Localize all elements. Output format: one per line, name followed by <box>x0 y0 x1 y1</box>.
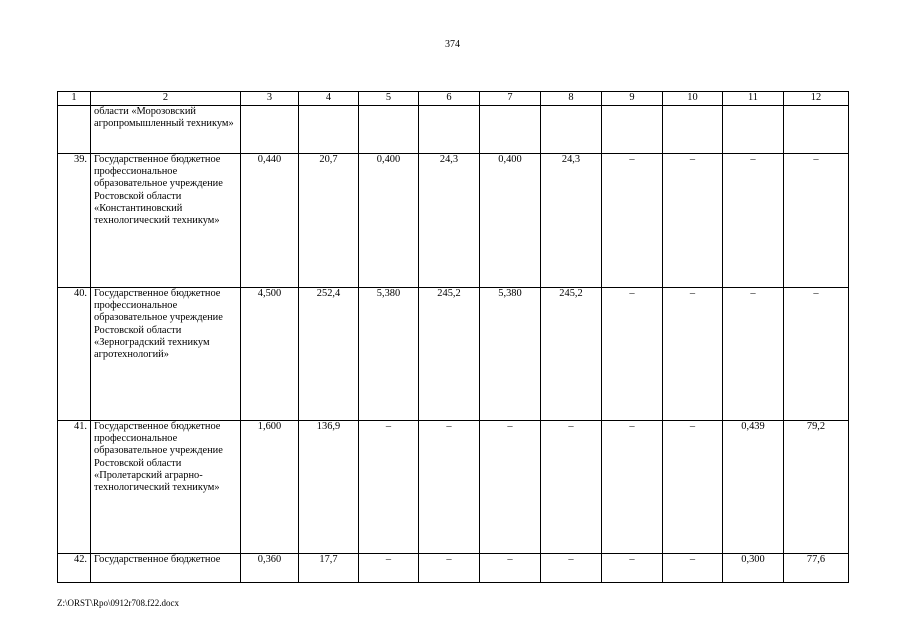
column-header: 12 <box>784 92 849 106</box>
row-number-cell: 42. <box>58 554 91 583</box>
value-cell: 136,9 <box>299 421 359 554</box>
value-cell: – <box>480 554 541 583</box>
column-header: 1 <box>58 92 91 106</box>
value-cell: 0,400 <box>480 154 541 288</box>
table-row <box>58 154 849 288</box>
column-header: 2 <box>91 92 241 106</box>
institution-name-cell: Государственное бюджетное профессиональное образовательное учреждение Ростовской области «Зерноградский техникум агротехнологий» <box>91 288 241 421</box>
table-row <box>58 554 849 583</box>
value-cell: 245,2 <box>419 288 480 421</box>
table-header-row <box>58 92 849 106</box>
value-cell: – <box>419 554 480 583</box>
value-cell <box>723 106 784 154</box>
value-cell: – <box>602 421 663 554</box>
value-cell: 0,300 <box>723 554 784 583</box>
value-cell <box>784 106 849 154</box>
value-cell: – <box>480 421 541 554</box>
column-header: 4 <box>299 92 359 106</box>
value-cell <box>359 106 419 154</box>
row-number-cell: 39. <box>58 154 91 288</box>
value-cell: – <box>359 421 419 554</box>
value-cell: 4,500 <box>241 288 299 421</box>
value-cell <box>299 106 359 154</box>
table-row <box>58 421 849 554</box>
value-cell: 20,7 <box>299 154 359 288</box>
value-cell: – <box>602 554 663 583</box>
value-cell: 245,2 <box>541 288 602 421</box>
value-cell <box>602 106 663 154</box>
institution-name-cell: Государственное бюджетное профессиональное образовательное учреждение Ростовской области «Константиновский технологический техникум» <box>91 154 241 288</box>
row-number-cell: 41. <box>58 421 91 554</box>
value-cell: 0,440 <box>241 154 299 288</box>
table-row <box>58 106 849 154</box>
row-number-cell <box>58 106 91 154</box>
institution-name-cell: Государственное бюджетное профессиональное образовательное учреждение Ростовской области «Пролетарский аграрно-технологический техникум» <box>91 421 241 554</box>
value-cell: – <box>419 421 480 554</box>
value-cell: 252,4 <box>299 288 359 421</box>
value-cell: 24,3 <box>419 154 480 288</box>
value-cell: 5,380 <box>480 288 541 421</box>
column-header: 10 <box>663 92 723 106</box>
value-cell: – <box>541 421 602 554</box>
value-cell: – <box>602 288 663 421</box>
column-header: 3 <box>241 92 299 106</box>
value-cell: – <box>723 154 784 288</box>
value-cell: 0,360 <box>241 554 299 583</box>
page-number: 374 <box>445 39 460 50</box>
table-row <box>58 288 849 421</box>
value-cell: 77,6 <box>784 554 849 583</box>
value-cell: – <box>784 154 849 288</box>
value-cell: – <box>359 554 419 583</box>
value-cell: – <box>723 288 784 421</box>
value-cell <box>480 106 541 154</box>
value-cell: 24,3 <box>541 154 602 288</box>
column-header: 7 <box>480 92 541 106</box>
value-cell: – <box>663 288 723 421</box>
value-cell: – <box>663 554 723 583</box>
value-cell <box>419 106 480 154</box>
value-cell: – <box>541 554 602 583</box>
value-cell: – <box>602 154 663 288</box>
value-cell <box>241 106 299 154</box>
institution-name-cell: Государственное бюджетное <box>91 554 241 583</box>
value-cell: 17,7 <box>299 554 359 583</box>
value-cell <box>663 106 723 154</box>
footer-file-path: Z:\ORST\Rpo\0912r708.f22.docx <box>57 598 179 608</box>
column-header: 11 <box>723 92 784 106</box>
row-number-cell: 40. <box>58 288 91 421</box>
value-cell: – <box>663 154 723 288</box>
value-cell: 79,2 <box>784 421 849 554</box>
value-cell: 5,380 <box>359 288 419 421</box>
column-header: 6 <box>419 92 480 106</box>
column-header: 8 <box>541 92 602 106</box>
value-cell: 0,439 <box>723 421 784 554</box>
value-cell <box>541 106 602 154</box>
value-cell: 0,400 <box>359 154 419 288</box>
value-cell: – <box>784 288 849 421</box>
column-header: 5 <box>359 92 419 106</box>
value-cell: 1,600 <box>241 421 299 554</box>
data-table <box>57 91 849 583</box>
value-cell: – <box>663 421 723 554</box>
institution-name-cell: области «Морозовский агропромышленный техникум» <box>91 106 241 154</box>
column-header: 9 <box>602 92 663 106</box>
